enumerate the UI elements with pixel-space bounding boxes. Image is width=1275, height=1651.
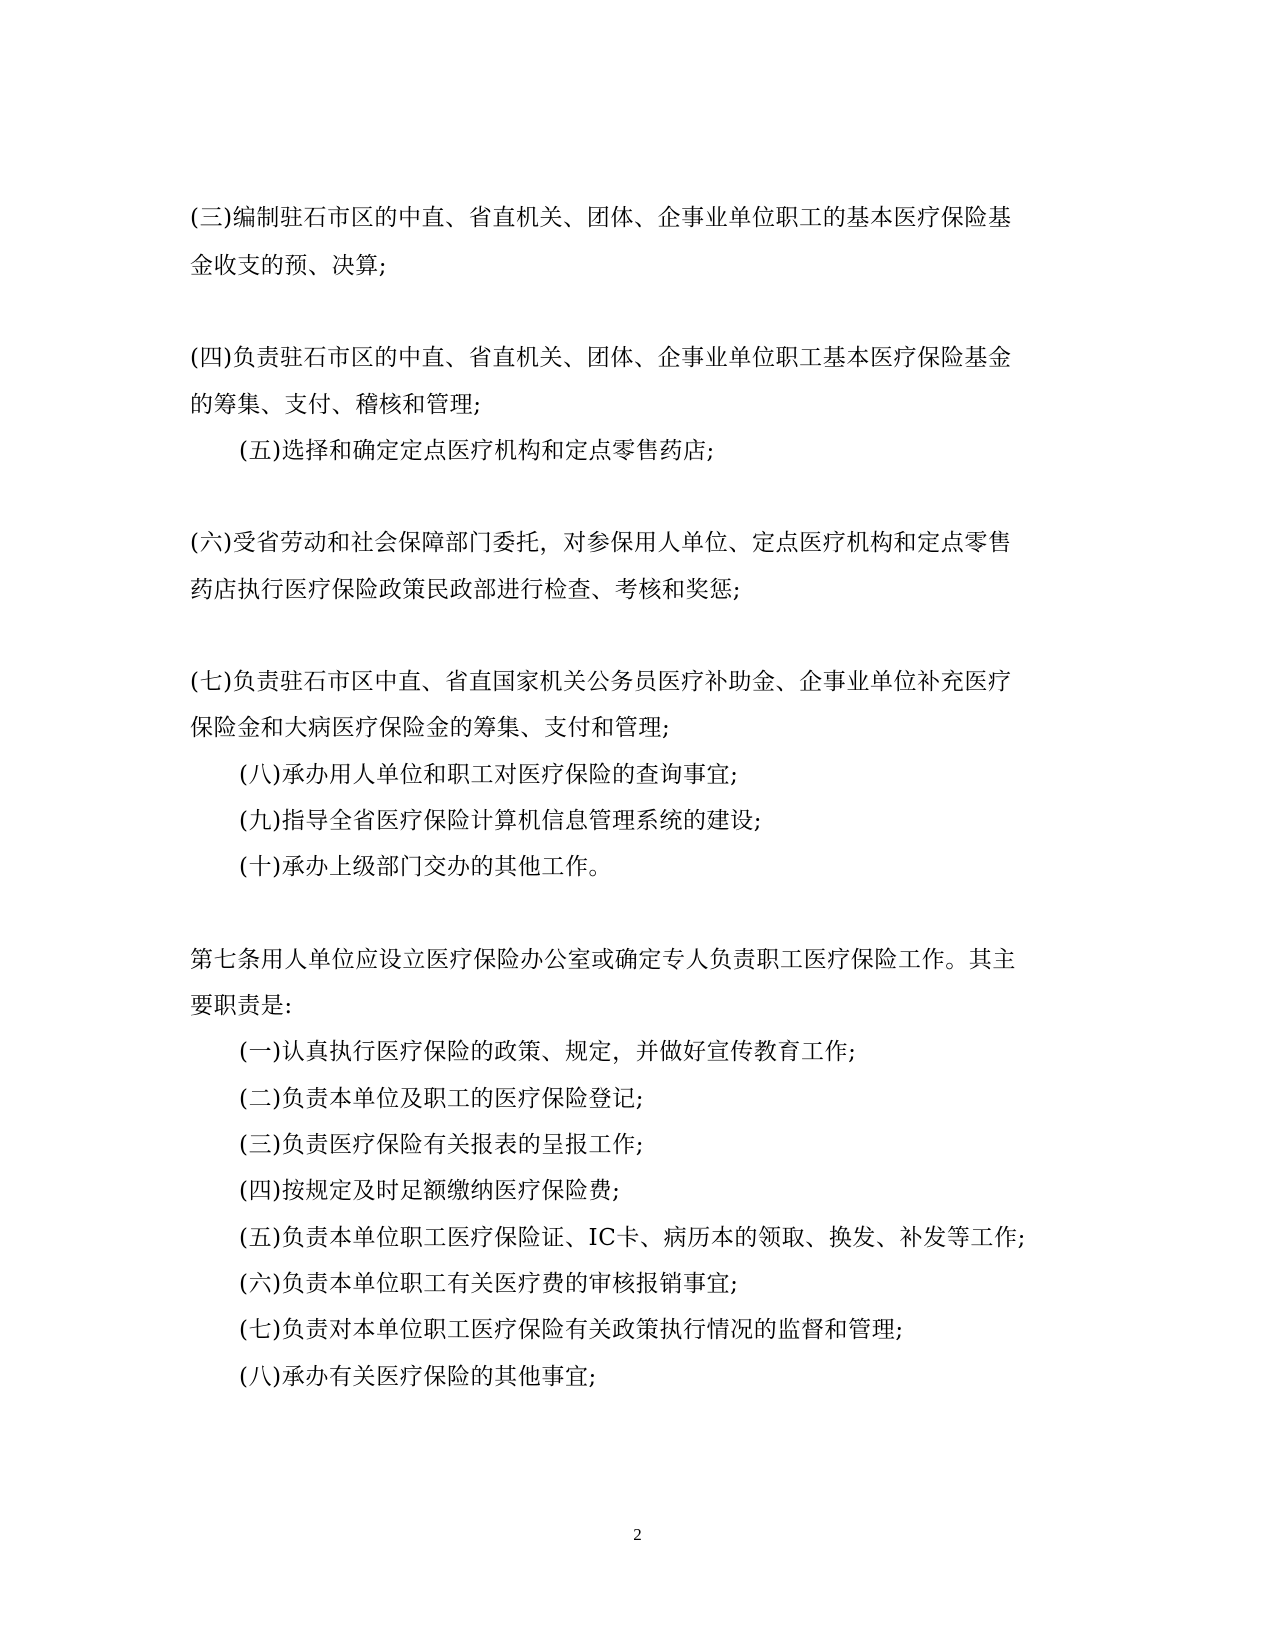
- list-item: (七)负责对本单位职工医疗保险有关政策执行情况的监督和管理;: [239, 1317, 904, 1343]
- paragraph-line: 要职责是:: [190, 993, 293, 1019]
- paragraph-line: 金收支的预、决算;: [190, 253, 388, 279]
- paragraph-line: 的筹集、支付、稽核和管理;: [190, 392, 482, 418]
- paragraph-line: (四)负责驻石市区的中直、省直机关、团体、企事业单位职工基本医疗保险基金: [190, 345, 1012, 371]
- paragraph-line: (六)受省劳动和社会保障部门委托，对参保用人单位、定点医疗机构和定点零售: [190, 530, 1012, 556]
- list-item: (六)负责本单位职工有关医疗费的审核报销事宜;: [239, 1271, 739, 1297]
- page-number: 2: [633, 1525, 642, 1544]
- list-item: (八)承办用人单位和职工对医疗保险的查询事宜;: [239, 762, 739, 788]
- list-item: (四)按规定及时足额缴纳医疗保险费;: [239, 1178, 621, 1204]
- list-item: (八)承办有关医疗保险的其他事宜;: [239, 1364, 597, 1390]
- list-item: (九)指导全省医疗保险计算机信息管理系统的建设;: [239, 808, 763, 834]
- article-heading-line: 第七条用人单位应设立医疗保险办公室或确定专人负责职工医疗保险工作。其主: [190, 947, 1016, 973]
- paragraph-line: 药店执行医疗保险政策民政部进行检查、考核和奖惩;: [190, 577, 742, 603]
- paragraph-line: (七)负责驻石市区中直、省直国家机关公务员医疗补助金、企事业单位补充医疗: [190, 669, 1012, 695]
- paragraph-line: (三)编制驻石市区的中直、省直机关、团体、企事业单位职工的基本医疗保险基: [190, 205, 1012, 231]
- list-item: (二)负责本单位及职工的医疗保险登记;: [239, 1086, 645, 1112]
- list-item: (五)选择和确定定点医疗机构和定点零售药店;: [239, 438, 715, 464]
- list-item: (五)负责本单位职工医疗保险证、IC卡、病历本的领取、换发、补发等工作;: [239, 1225, 1026, 1251]
- paragraph-line: 保险金和大病医疗保险金的筹集、支付和管理;: [190, 715, 671, 741]
- list-item: (三)负责医疗保险有关报表的呈报工作;: [239, 1132, 645, 1158]
- list-item: (一)认真执行医疗保险的政策、规定，并做好宣传教育工作;: [239, 1039, 857, 1065]
- list-item: (十)承办上级部门交办的其他工作。: [239, 854, 613, 880]
